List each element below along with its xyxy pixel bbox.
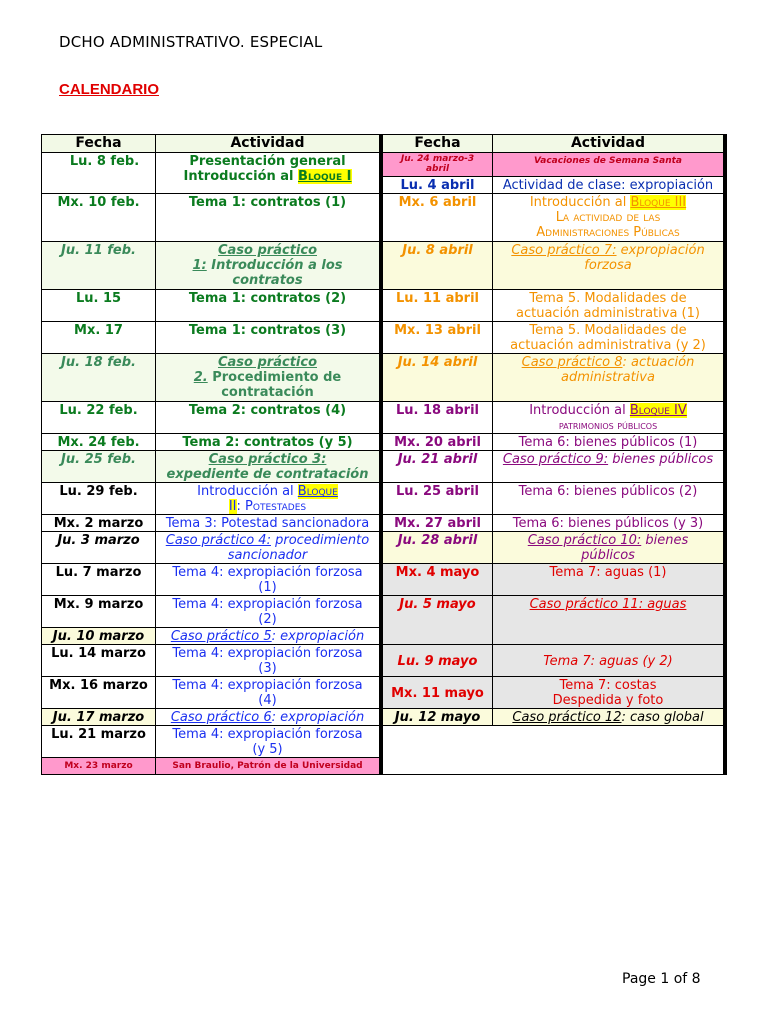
header-actividad-left — [156, 135, 379, 153]
header-text: Fecha — [414, 135, 461, 151]
activity-cell — [493, 434, 723, 451]
date-cell — [383, 532, 493, 564]
date-text: Mx. 9 marzo — [53, 597, 144, 612]
date-text: Mx. 2 marzo — [53, 516, 144, 531]
activity-cell — [493, 645, 723, 677]
activity-line: forzosa — [584, 258, 632, 273]
date-text: Lu. 4 abril — [400, 178, 475, 193]
date-cell — [42, 515, 156, 532]
bloque-label: Bloque III — [630, 195, 687, 210]
activity-line — [156, 710, 379, 725]
page-number: Page 1 of 8 — [622, 971, 701, 987]
date-cell — [42, 645, 156, 677]
date-cell — [383, 194, 493, 242]
activity-cell — [493, 194, 723, 242]
date-cell — [42, 434, 156, 451]
activity-cell — [493, 290, 723, 322]
date-text: Lu. 9 mayo — [397, 653, 478, 669]
activity-line: patrimonios públicos — [558, 419, 658, 432]
date-cell — [383, 434, 493, 451]
date-text: Ju. 12 mayo — [394, 710, 481, 725]
date-cell — [383, 677, 493, 709]
activity-text: Tema 1: contratos (1) — [188, 195, 347, 210]
activity-text: Tema 2: contratos (y 5) — [182, 435, 353, 450]
date-text: Ju. 24 marzo-3 — [400, 154, 475, 164]
activity-line: Tema 4: expropiación forzosa — [172, 565, 363, 580]
date-cell — [383, 402, 493, 434]
date-text: Ju. 21 abril — [397, 452, 478, 467]
document-heading: DCHO ADMINISTRATIVO. ESPECIAL — [59, 33, 323, 51]
activity-line: (1) — [258, 580, 277, 595]
activity-line — [156, 533, 379, 548]
date-text: Ju. 14 abril — [397, 355, 478, 370]
activity-cell — [156, 194, 379, 242]
date-text: Ju. 11 feb. — [61, 243, 136, 258]
activity-line: Presentación general — [189, 154, 346, 169]
activity-text: Introducción al — [197, 484, 298, 499]
date-text: Mx. 24 feb. — [57, 435, 140, 450]
activity-text: : Potestades — [236, 499, 307, 514]
activity-text: Caso práctico 5 — [170, 629, 272, 644]
activity-cell — [156, 242, 379, 290]
activity-text: Tema 6: bienes públicos (y 3) — [512, 516, 704, 531]
activity-line: Tema 4: expropiación forzosa — [172, 597, 363, 612]
activity-text: Tema 3: Potestad sancionadora — [165, 516, 370, 531]
activity-text: Caso práctico 10: — [527, 533, 642, 548]
bloque-label: Bloque — [297, 484, 338, 499]
activity-line: Caso práctico — [217, 355, 317, 370]
date-cell — [42, 726, 156, 758]
activity-line: Tema 4: expropiación forzosa — [172, 727, 363, 742]
activity-line: Despedida y foto — [552, 693, 664, 708]
date-text: Lu. 14 marzo — [51, 646, 146, 661]
activity-text: Tema 7: aguas (y 2) — [543, 653, 673, 669]
date-text: Mx. 13 abril — [394, 323, 481, 338]
date-cell — [383, 290, 493, 322]
date-cell — [383, 596, 493, 645]
activity-line — [156, 499, 379, 514]
activity-cell — [156, 451, 379, 483]
activity-line: Caso práctico 3: — [208, 452, 327, 467]
activity-text: Procedimiento de — [207, 370, 342, 385]
activity-text: Caso práctico 12 — [512, 710, 622, 725]
date-cell — [42, 322, 156, 354]
activity-cell — [493, 677, 723, 709]
header-text: Actividad — [230, 135, 305, 151]
activity-text: Introducción al — [529, 195, 631, 210]
date-text: Lu. 22 feb. — [59, 403, 138, 418]
activity-line — [493, 710, 723, 725]
activity-cell — [156, 532, 379, 564]
date-text: Lu. 21 marzo — [51, 727, 146, 742]
date-cell — [42, 596, 156, 628]
header-actividad-right — [493, 135, 723, 153]
date-text: Lu. 29 feb. — [59, 484, 138, 499]
date-text: Mx. 4 mayo — [395, 565, 480, 580]
activity-cell — [493, 515, 723, 532]
activity-text: Actividad de clase: expropiación — [502, 178, 714, 193]
date-cell — [383, 564, 493, 596]
activity-text: 2. — [193, 370, 208, 385]
activity-line — [493, 195, 723, 210]
date-text: Mx. 11 mayo — [391, 685, 484, 701]
activity-text: bienes públicos — [608, 452, 714, 467]
activity-line: administrativa — [561, 370, 655, 385]
date-cell — [383, 483, 493, 515]
activity-line: Administraciones Públicas — [536, 225, 680, 240]
date-text: Ju. 10 marzo — [52, 629, 145, 644]
date-cell — [42, 709, 156, 726]
activity-text: Caso práctico 9: — [502, 452, 609, 467]
activity-cell — [156, 564, 379, 596]
date-text: Lu. 8 feb. — [69, 154, 140, 169]
date-text: Lu. 7 marzo — [55, 565, 142, 580]
date-text: Ju. 8 abril — [402, 243, 473, 258]
activity-line — [493, 355, 723, 370]
activity-cell — [493, 564, 723, 596]
date-cell — [383, 153, 493, 177]
date-cell — [42, 628, 156, 645]
activity-cell — [493, 402, 723, 434]
date-text: Ju. 25 feb. — [61, 452, 136, 467]
bloque-label: II — [228, 499, 237, 514]
activity-cell — [493, 177, 723, 194]
activity-line: actuación administrativa (y 2) — [510, 338, 706, 353]
date-cell — [383, 242, 493, 290]
bloque-label: Bloque IV — [629, 403, 687, 418]
activity-text: : expropiación — [271, 710, 365, 725]
date-text: Ju. 18 feb. — [61, 355, 136, 370]
activity-line: públicos — [581, 548, 635, 563]
activity-text: Tema 2: contratos (4) — [188, 403, 347, 418]
activity-cell — [493, 532, 723, 564]
activity-line: contratos — [232, 273, 303, 288]
date-cell — [42, 402, 156, 434]
date-cell — [42, 451, 156, 483]
activity-cell — [493, 596, 723, 645]
activity-line — [156, 169, 379, 184]
date-cell — [42, 483, 156, 515]
activity-cell — [156, 290, 379, 322]
date-text: Lu. 15 — [75, 291, 122, 306]
date-text: Ju. 17 marzo — [52, 710, 145, 725]
activity-cell — [156, 153, 379, 194]
activity-line: sancionador — [227, 548, 308, 563]
activity-line: Caso práctico — [217, 243, 317, 258]
activity-text: : actuación — [622, 355, 695, 370]
date-text: Lu. 18 abril — [395, 403, 480, 418]
activity-line: (y 5) — [252, 742, 283, 757]
date-text: Mx. 6 abril — [398, 195, 477, 210]
date-text: Mx. 23 marzo — [64, 761, 133, 771]
activity-text: Caso práctico 7: — [511, 243, 617, 258]
date-text: Mx. 10 feb. — [57, 195, 140, 210]
date-text: Mx. 27 abril — [394, 516, 481, 531]
activity-text: Vacaciones de Semana Santa — [533, 156, 683, 166]
activity-cell — [493, 242, 723, 290]
activity-line: Tema 4: expropiación forzosa — [172, 646, 363, 661]
date-text: Ju. 5 mayo — [399, 597, 476, 612]
activity-cell — [156, 354, 379, 402]
activity-cell — [156, 726, 379, 758]
activity-line — [156, 258, 379, 273]
header-text: Actividad — [570, 135, 646, 151]
activity-cell — [156, 322, 379, 354]
activity-text: expropiación — [616, 243, 705, 258]
activity-text: Caso práctico 4: — [165, 533, 271, 548]
activity-line — [493, 452, 723, 467]
date-cell — [42, 677, 156, 709]
calendar-title: CALENDARIO — [59, 81, 159, 98]
activity-text: Caso práctico 6 — [170, 710, 272, 725]
activity-cell — [493, 483, 723, 515]
header-fecha-right — [383, 135, 493, 153]
activity-text: Tema 1: contratos (2) — [188, 291, 347, 306]
activity-line: Tema 7: costas — [559, 678, 657, 693]
activity-text: Introducción al — [183, 169, 299, 184]
activity-line — [156, 484, 379, 499]
activity-line — [493, 403, 723, 418]
activity-text: Tema 6: bienes públicos (2) — [518, 484, 698, 499]
date-text: abril — [425, 164, 450, 174]
activity-text: bienes — [641, 533, 689, 548]
activity-line: (3) — [258, 661, 277, 676]
activity-text: : expropiación — [271, 629, 365, 644]
activity-line: Tema 4: expropiación forzosa — [172, 678, 363, 693]
activity-text: Tema 6: bienes públicos (1) — [518, 435, 698, 450]
activity-cell — [156, 645, 379, 677]
activity-cell — [156, 596, 379, 628]
calendar-table — [41, 134, 727, 775]
date-cell — [42, 758, 156, 774]
activity-text: San Braulio, Patrón de la Universidad — [172, 761, 363, 771]
activity-cell — [156, 402, 379, 434]
activity-cell — [493, 354, 723, 402]
date-cell — [42, 153, 156, 194]
activity-cell — [156, 483, 379, 515]
date-cell — [383, 451, 493, 483]
date-cell — [42, 290, 156, 322]
activity-line — [156, 629, 379, 644]
date-cell — [42, 242, 156, 290]
date-cell — [42, 532, 156, 564]
activity-line: expediente de contratación — [166, 467, 369, 482]
activity-text: procedimiento — [270, 533, 370, 548]
empty-cell — [383, 726, 723, 774]
date-text: Ju. 3 marzo — [57, 533, 140, 548]
date-text: Lu. 11 abril — [395, 291, 480, 306]
activity-text: Tema 1: contratos (3) — [188, 323, 347, 338]
activity-text: Introducción al — [529, 403, 630, 418]
header-fecha-left — [42, 135, 156, 153]
activity-text: 1: — [192, 258, 207, 273]
date-cell — [42, 564, 156, 596]
activity-cell — [493, 153, 723, 177]
activity-text: Tema 7: aguas (1) — [549, 565, 667, 580]
date-cell — [383, 709, 493, 726]
activity-line: Tema 5. Modalidades de — [529, 291, 687, 306]
date-text: Ju. 28 abril — [397, 533, 478, 548]
date-cell — [42, 354, 156, 402]
activity-line: Tema 5. Modalidades de — [529, 323, 687, 338]
activity-cell — [493, 451, 723, 483]
activity-text: Introducción a los — [206, 258, 343, 273]
date-text: Mx. 17 — [74, 323, 123, 338]
activity-line: (2) — [258, 612, 277, 627]
bloque-label: Bloque I — [298, 169, 352, 184]
date-cell — [42, 194, 156, 242]
activity-line — [156, 370, 379, 385]
activity-cell — [156, 434, 379, 451]
activity-line: actuación administrativa (1) — [516, 306, 700, 321]
activity-text: Caso práctico 11: aguas — [529, 597, 687, 612]
date-cell — [383, 322, 493, 354]
table-right-border — [723, 135, 727, 774]
date-cell — [383, 515, 493, 532]
date-cell — [383, 354, 493, 402]
activity-text: : caso global — [621, 710, 704, 725]
activity-cell — [493, 709, 723, 726]
activity-cell — [493, 322, 723, 354]
date-text: Lu. 25 abril — [395, 484, 480, 499]
activity-cell — [156, 628, 379, 645]
activity-line: (4) — [258, 693, 277, 708]
date-cell — [383, 645, 493, 677]
activity-line — [493, 243, 723, 258]
date-text: Mx. 20 abril — [394, 435, 481, 450]
activity-line: La actividad de las — [555, 210, 661, 225]
date-text: Mx. 16 marzo — [49, 678, 148, 693]
activity-line — [493, 533, 723, 548]
activity-cell — [156, 758, 379, 774]
activity-cell — [156, 677, 379, 709]
activity-cell — [156, 709, 379, 726]
activity-line: contratación — [221, 385, 314, 400]
header-text: Fecha — [75, 135, 122, 151]
date-cell — [383, 177, 493, 194]
activity-text: Caso práctico 8 — [521, 355, 623, 370]
activity-cell — [156, 515, 379, 532]
